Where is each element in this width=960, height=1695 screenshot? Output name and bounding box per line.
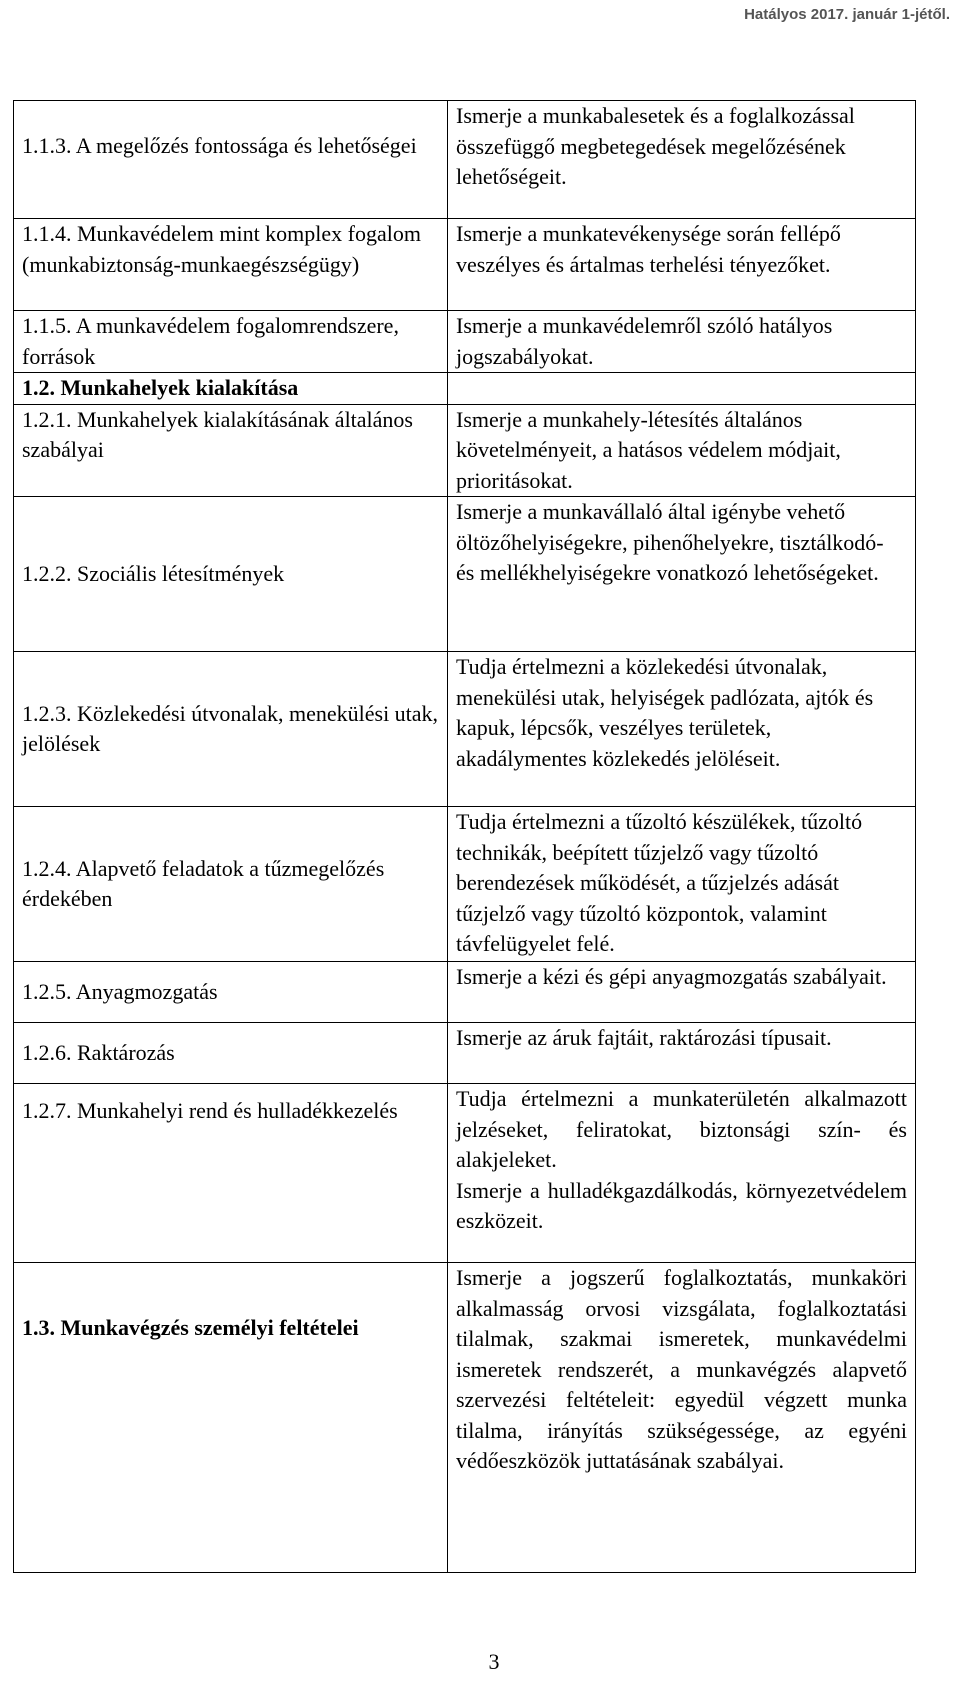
requirement-cell: Ismerje az áruk fajtáit, raktározási típusait. xyxy=(448,1023,916,1084)
effective-date-header: Hatályos 2017. január 1-jétől. xyxy=(744,6,950,23)
topic-cell: 1.2.7. Munkahelyi rend és hulladékkezelés xyxy=(14,1084,448,1263)
table-row xyxy=(14,404,916,497)
table-row xyxy=(14,101,916,219)
table-row xyxy=(14,962,916,1023)
requirement-cell: Tudja értelmezni a közlekedési útvonalak, menekülési utak, helyiségek padlózata, ajtók és kapuk, lépcsők, veszélyes területek, akadálymentes közlekedés jelöléseit. xyxy=(448,652,916,807)
section-heading-cell: 1.3. Munkavégzés személyi feltételei xyxy=(14,1263,448,1573)
table-row xyxy=(14,1263,916,1573)
requirement-cell: Tudja értelmezni a tűzoltó készülékek, tűzoltó technikák, beépített tűzjelző vagy tűzoltó berendezések működését, a tűzjelzés adását tűzjelző vagy tűzoltó központok, valamint távfelügyelet felé. xyxy=(448,807,916,962)
topic-cell: 1.2.4. Alapvető feladatok a tűzmegelőzés érdekében xyxy=(14,807,448,962)
section-heading-cell: 1.2. Munkahelyek kialakítása xyxy=(14,373,448,405)
table-row xyxy=(14,497,916,652)
requirement-cell: Ismerje a munkabalesetek és a foglalkozással összefüggő megbetegedések megelőzésének lehetőségeit. xyxy=(448,101,916,219)
table-row xyxy=(14,807,916,962)
requirement-cell: Ismerje a munkavédelemről szóló hatályos jogszabályokat. xyxy=(448,311,916,373)
page-number: 3 xyxy=(488,1649,500,1674)
topic-cell: 1.1.4. Munkavédelem mint komplex fogalom (munkabiztonság-munkaegészségügy) xyxy=(14,219,448,311)
requirement-cell xyxy=(448,1084,916,1263)
requirement-cell: Ismerje a munkavállaló által igénybe vehető öltözőhelyiségekre, pihenőhelyekre, tisztálkodó- és mellékhelyiségekre vonatkozó lehetőségeket. xyxy=(448,497,916,652)
requirement-cell: Ismerje a jogszerű foglalkoztatás, munkaköri alkalmasság orvosi vizsgálata, foglalkoztatási tilalmak, szakmai ismeretek, munkavédelmi ismeretek rendszerét, a munkavégzés alapvető szervezési feltételeit: egyedül végzett munka tilalma, irányítás szükségessége, az egyéni védőeszközök juttatásának szabályai. xyxy=(448,1263,916,1573)
requirement-paragraph: Tudja értelmezni a munkaterületén alkalmazott jelzéseket, feliratokat, biztonsági szín- és alakjeleket. xyxy=(456,1086,907,1172)
topic-cell: 1.2.5. Anyagmozgatás xyxy=(14,962,448,1023)
topic-cell: 1.2.6. Raktározás xyxy=(14,1023,448,1084)
topic-cell: 1.1.5. A munkavédelem fogalomrendszere, források xyxy=(14,311,448,373)
topic-cell: 1.2.2. Szociális létesítmények xyxy=(14,497,448,652)
table-row xyxy=(14,1023,916,1084)
curriculum-table xyxy=(13,100,916,1573)
table-row xyxy=(14,373,916,405)
table-row xyxy=(14,311,916,373)
table-row xyxy=(14,652,916,807)
topic-cell: 1.2.1. Munkahelyek kialakításának általános szabályai xyxy=(14,404,448,497)
requirement-paragraph: Ismerje a hulladékgazdálkodás, környezetvédelem eszközeit. xyxy=(456,1177,907,1233)
requirement-cell: Ismerje a munkahely-létesítés általános követelményeit, a hatásos védelem módjait, prioritásokat. xyxy=(448,404,916,497)
requirement-cell: Ismerje a kézi és gépi anyagmozgatás szabályait. xyxy=(448,962,916,1023)
requirement-cell xyxy=(448,373,916,405)
topic-cell: 1.1.3. A megelőzés fontossága és lehetőségei xyxy=(14,101,448,219)
topic-cell: 1.2.3. Közlekedési útvonalak, menekülési utak, jelölések xyxy=(14,652,448,807)
table-row xyxy=(14,219,916,311)
requirement-cell: Ismerje a munkatevékenysége során fellépő veszélyes és ártalmas terhelési tényezőket. xyxy=(448,219,916,311)
table-row xyxy=(14,1084,916,1263)
